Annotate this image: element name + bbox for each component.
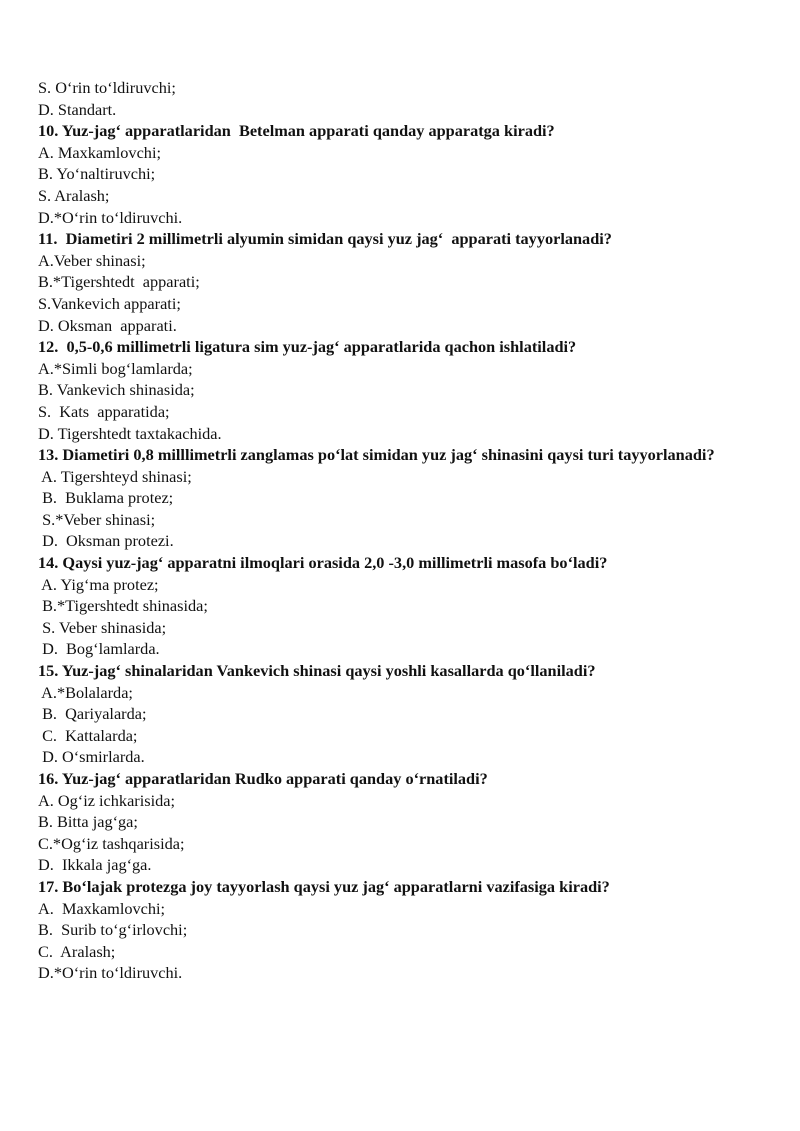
answer-option: B. Surib to‘g‘irlovchi;	[38, 920, 188, 940]
answer-option: C. Kattalarda;	[38, 725, 138, 745]
answer-option: B. Vankevich shinasida;	[38, 380, 195, 400]
answer-option: A. Yig‘ma protez;	[38, 574, 159, 594]
question-16: 16. Yuz-jag‘ apparatlaridan Rudko apparati qanday o‘rnatiladi?	[38, 769, 488, 788]
document-page	[38, 77, 768, 984]
answer-option: S. Aralash;	[38, 185, 110, 205]
answer-option: A.*Simli bog‘lamlarda;	[38, 358, 193, 378]
answer-option: B. Qariyalarda;	[38, 704, 147, 724]
answer-option: D. O‘smirlarda.	[38, 747, 145, 767]
answer-option: D. Tigershtedt taxtakachida.	[38, 423, 222, 443]
answer-option: A. Og‘iz ichkarisida;	[38, 790, 175, 810]
answer-option: B.*Tigershtedt apparati;	[38, 272, 200, 292]
answer-option: D. Oksman apparati.	[38, 315, 177, 335]
answer-option: A.*Bolalarda;	[38, 682, 133, 702]
answer-option: S.Vankevich apparati;	[38, 293, 181, 313]
answer-option: A. Maxkamlovchi;	[38, 898, 166, 918]
answer-option: C.*Og‘iz tashqarisida;	[38, 833, 185, 853]
answer-option: B. Buklama protez;	[38, 488, 174, 508]
answer-option: A.Veber shinasi;	[38, 250, 146, 270]
answer-option: S. Kats apparatida;	[38, 401, 170, 421]
question-13: 13. Diametiri 0,8 milllimetrli zanglamas po‘lat simidan yuz jag‘ shinasini qaysi turi tayyorlanadi?	[38, 445, 715, 465]
answer-option: B. Bitta jag‘ga;	[38, 812, 138, 832]
answer-option: D. Bog‘lamlarda.	[38, 639, 160, 659]
answer-option: D. Standart.	[38, 99, 117, 119]
question-10: 10. Yuz-jag‘ apparatlaridan Betelman apparati qanday apparatga kiradi?	[38, 121, 555, 141]
answer-option: B.*Tigershtedt shinasida;	[38, 596, 208, 616]
answer-option: S. Veber shinasida;	[38, 617, 167, 637]
question-14: 14. Qaysi yuz-jag‘ apparatni ilmoqlari orasida 2,0 -3,0 millimetrli masofa bo‘ladi?	[38, 553, 608, 573]
question-11: 11. Diametiri 2 millimetrli alyumin simidan qaysi yuz jag‘ apparati tayyorlanadi?	[38, 229, 612, 249]
answer-option: B. Yo‘naltiruvchi;	[38, 164, 156, 184]
answer-option: S. O‘rin to‘ldiruvchi;	[38, 78, 176, 97]
answer-option: D.*O‘rin to‘ldiruvchi.	[38, 207, 183, 227]
question-15: 15. Yuz-jag‘ shinalaridan Vankevich shinasi qaysi yoshli kasallarda qo‘llaniladi?	[38, 661, 596, 681]
answer-option: C. Aralash;	[38, 941, 116, 961]
answer-option: D. Oksman protezi.	[38, 531, 174, 551]
answer-option: A. Maxkamlovchi;	[38, 142, 161, 162]
answer-option: D.*O‘rin to‘ldiruvchi.	[38, 963, 183, 983]
answer-option: D. Ikkala jag‘ga.	[38, 855, 152, 875]
question-17: 17. Bo‘lajak protezga joy tayyorlash qaysi yuz jag‘ apparatlarni vazifasiga kiradi?	[38, 876, 610, 896]
question-12: 12. 0,5-0,6 millimetrli ligatura sim yuz-jag‘ apparatlarida qachon ishlatiladi?	[38, 337, 577, 357]
answer-option: A. Tigershteyd shinasi;	[38, 466, 192, 486]
answer-option: S.*Veber shinasi;	[38, 509, 156, 529]
